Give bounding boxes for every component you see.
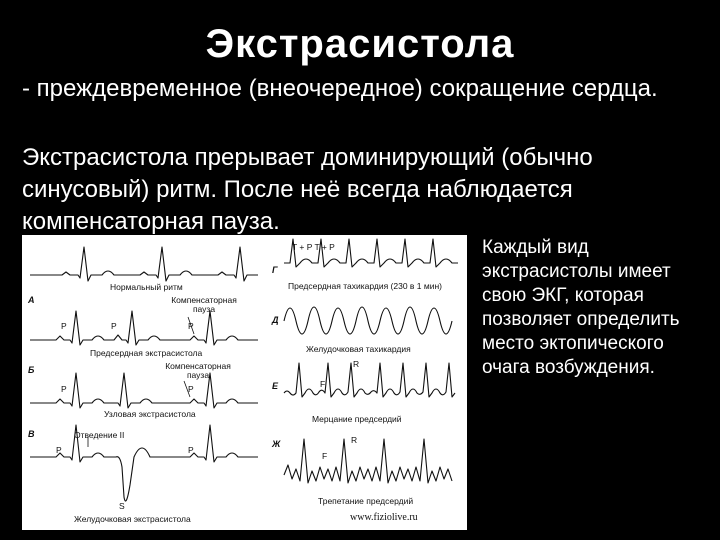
wave-label-r: R bbox=[351, 435, 358, 445]
caption-atrial-extrasystole: Предсердная экстрасистола bbox=[90, 348, 203, 358]
row-letter-g: Г bbox=[272, 265, 278, 275]
wave-label-p: P bbox=[188, 445, 194, 455]
description-text: Экстрасистола прерывает доминирующий (обычно синусовый) ритм. После неё всегда наблюдается компенсаторная пауза. bbox=[22, 144, 593, 235]
wave-label-p: P bbox=[61, 321, 67, 331]
caption-normal: Нормальный ритм bbox=[110, 282, 183, 292]
side-note: Каждый вид экстрасистолы имеет свою ЭКГ, которая позволяет определить место эктопического очага возбуждения. bbox=[482, 237, 680, 378]
row-letter-b: Б bbox=[28, 365, 35, 375]
wave-label-p: P bbox=[56, 445, 62, 455]
row-letter-a: А bbox=[28, 295, 35, 305]
ecg-traces bbox=[22, 235, 467, 530]
wave-label-p: P bbox=[188, 321, 194, 331]
wave-label-f: F bbox=[320, 379, 326, 389]
wave-label-p: P bbox=[61, 384, 67, 394]
ecg-flutter-trace bbox=[284, 439, 452, 483]
watermark: www.fiziolive.ru bbox=[350, 512, 418, 523]
row-letter-zh: Ж bbox=[272, 439, 281, 449]
definition-text: - преждевременное (внеочередное) сокращение сердца. bbox=[22, 75, 658, 102]
wave-label-f: F bbox=[322, 451, 328, 461]
ecg-ventricular-trace bbox=[30, 425, 258, 501]
ecg-normal-trace bbox=[30, 247, 258, 281]
row-letter-e: Е bbox=[272, 381, 279, 391]
row-letter-c: В bbox=[28, 429, 35, 439]
caption-atrial-fibrillation: Мерцание предсердий bbox=[312, 414, 402, 424]
caption-ventricular-tachycardia: Желудочковая тахикардия bbox=[306, 344, 411, 354]
label-lead-ii: Отведение II bbox=[74, 430, 125, 440]
wave-label-s: S bbox=[119, 501, 125, 511]
caption-atrial-flutter: Трепетание предсердий bbox=[318, 496, 414, 506]
ecg-figure bbox=[22, 235, 467, 530]
label-t-p: T + P T + P bbox=[292, 242, 335, 252]
wave-label-p: P bbox=[188, 384, 194, 394]
caption-atrial-tachycardia: Предсердная тахикардия (230 в 1 мин) bbox=[288, 281, 443, 291]
wave-label-p: P bbox=[111, 321, 117, 331]
slide-title: Экстрасистола bbox=[205, 22, 515, 66]
wave-label-r: R bbox=[353, 359, 360, 369]
ecg-fibrillation-trace bbox=[284, 363, 455, 397]
caption-nodal-extrasystole: Узловая экстрасистола bbox=[104, 409, 196, 419]
label-compensatory-pause-b: Компенсаторная пауза bbox=[165, 361, 231, 380]
ecg-ventricular-tachy-trace bbox=[284, 307, 452, 334]
caption-ventricular-extrasystole: Желудочковая экстрасистола bbox=[74, 514, 191, 524]
label-compensatory-pause-a: Компенсаторная пауза bbox=[171, 295, 237, 314]
row-letter-d: Д bbox=[272, 315, 279, 325]
